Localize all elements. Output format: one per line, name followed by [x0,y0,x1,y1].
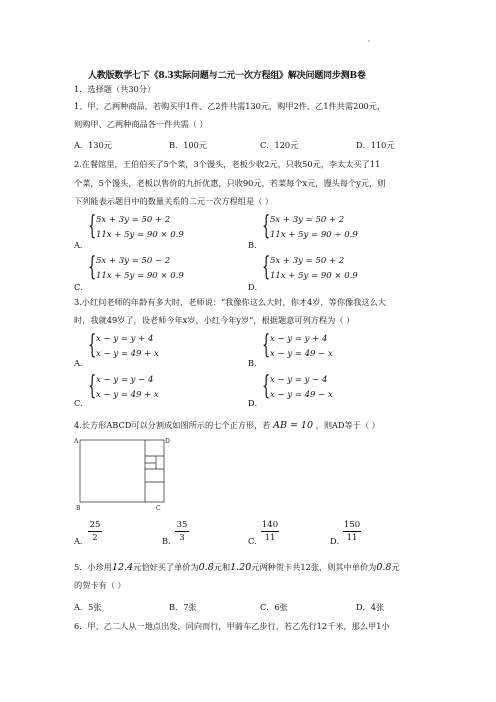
q2-line1: 2.在餐馆里，王伯伯买了5个菜，3个馒头，老板少收2元，只收50元，李太太买了11 [74,159,381,169]
brace-icon: { [88,252,97,282]
equation: 11x + 5y = 90 ÷ 0.9 [270,230,358,240]
equation: x − y = 49 + x [96,390,159,400]
equation: x − y = 49 − x [270,390,333,400]
q3-label-a[interactable]: A． [74,358,89,368]
page-speck [368,40,370,42]
brace-icon: { [262,330,271,360]
fraction-bar [261,531,279,532]
section-heading: 1．选择题（共30分） [74,84,156,94]
numerator: 150 [343,520,361,530]
q4-label-c[interactable]: C． [248,536,263,546]
q5-text: 元恰好买了单价为 [133,562,199,572]
q2-label-a[interactable]: A． [74,240,89,250]
equation: 5x + 3y = 50 − 2 [96,256,171,266]
vertex-label-b: B [76,505,81,510]
equation: x − y = 49 − x [270,349,333,359]
denominator: 2 [92,533,98,543]
q5-value: 0.8 [376,562,392,573]
q5-option-d[interactable]: D．4张 [356,602,385,612]
q2-label-b[interactable]: B． [248,240,263,250]
q4-fraction-b [175,520,189,543]
q3-line1: 3.小红问老师的年龄有多大时，老师说：“我像你这么大时，你才4岁，等你像我这么大 [74,297,386,307]
q3-system-b [262,330,392,364]
q4-stem-pre: 4.长方形ABCD可以分割成如图所示的七个正方形，若 [74,420,271,430]
q4-fraction-c [261,520,279,543]
brace-icon: { [262,211,271,241]
q3-system-c [88,371,218,405]
equation: 5x + 3y = 50 + 2 [270,215,345,225]
fraction-bar [175,531,189,532]
rectangle-figure [72,434,172,510]
vertex-label-a: A [74,438,79,445]
q3-line2: 时，我就49岁了，设老师今年x岁，小红今年y岁”，根据题意可列方程为（ ） [74,315,355,325]
q4-fraction-a [88,520,102,543]
q5-option-b[interactable]: B．7张 [169,602,197,612]
q2-system-b [262,211,392,245]
equation: x − y = y − 4 [270,375,328,385]
denominator: 11 [346,533,358,543]
equation: x − y = y + 4 [270,334,328,344]
denominator: 3 [179,533,185,543]
fraction-bar [88,531,102,532]
numerator: 25 [89,520,101,530]
q4-stem [74,420,380,431]
fraction-bar [343,531,361,532]
q4-label-a[interactable]: A． [74,536,89,546]
q3-system-a [88,330,218,364]
page-title: 人教版数学七下《8.3实际问题与二元一次方程组》解决问题同步测B卷 [88,71,366,81]
q3-system-d [262,371,392,405]
q5-value: 12.4 [111,562,134,573]
q5-value: 0.8 [198,562,214,573]
q5-option-c[interactable]: C．6张 [260,602,288,612]
q3-label-d[interactable]: D． [248,398,263,408]
q1-option-d[interactable]: D．110元 [356,140,395,150]
equation: 11x + 5y = 90 × 0.9 [96,230,184,240]
q5-text: 5．小珍用 [74,562,112,572]
q5-stem [74,562,400,573]
q5-line2: 的贺卡有（ ） [74,580,126,590]
q2-label-d[interactable]: D． [248,282,263,292]
q2-label-c[interactable]: C． [74,282,89,292]
q2-system-c [88,252,218,286]
q2-line2: 个菜，5个馒头，老板以售价的九折优惠，只收90元，若菜每个x元，馒头每个y元，则 [74,178,386,188]
equation: 5x + 3y = 50 + 2 [270,256,345,266]
q2-system-d [262,252,392,286]
q1-option-b[interactable]: B．100元 [169,140,208,150]
q5-option-a[interactable]: A．5张 [74,602,102,612]
vertex-label-d: D [165,438,170,445]
equation: x − y = y − 4 [96,375,154,385]
q3-label-c[interactable]: C． [74,398,89,408]
q4-stem-post: ，则AD等于（ ） [315,420,380,430]
equation: 11x + 5y = 90 × 0.9 [96,271,184,281]
q4-label-d[interactable]: D． [330,536,345,546]
q4-fraction-d [343,520,361,543]
q2-line3: 下列能表示题目中的数量关系的二元一次方程组是（ ） [74,196,274,206]
equation: x − y = 49 + x [96,349,159,359]
q4-label-b[interactable]: B． [162,536,177,546]
q5-text: 元和 [213,562,231,572]
q6-line1: 6．甲、乙二人从一地点出发，同向而行，甲骑车乙步行，若乙先行12千米，那么甲1小 [74,621,390,631]
equation: 11x + 5y = 90 × 0.9 [270,271,358,281]
brace-icon: { [88,330,97,360]
vertex-label-c: C [156,505,161,510]
equation: x − y = y + 4 [96,334,154,344]
q5-text: 元两种贺卡共12张，则其中单价为 [251,562,377,572]
q1-option-a[interactable]: A．130元 [74,140,112,150]
brace-icon: { [88,211,97,241]
denominator: 11 [264,533,276,543]
q3-label-b[interactable]: B． [248,358,263,368]
numerator: 140 [261,520,279,530]
q1-line1: 1、甲、乙两种商品，若购买甲1件、乙2件共需130元，购甲2件、乙1件共需200元， [74,101,386,111]
equation: 5x + 3y = 50 + 2 [96,215,171,225]
q2-system-a [88,211,218,245]
q5-value: 1.20 [230,562,252,573]
q4-condition: AB = 10 [273,420,314,431]
brace-icon: { [262,371,271,401]
brace-icon: { [88,371,97,401]
q1-option-c[interactable]: C．120元 [260,140,299,150]
numerator: 35 [176,520,188,530]
q1-line2: 则购甲、乙两种商品各一件共需（ ） [74,119,208,129]
q5-text: 元 [391,562,400,572]
brace-icon: { [262,252,271,282]
